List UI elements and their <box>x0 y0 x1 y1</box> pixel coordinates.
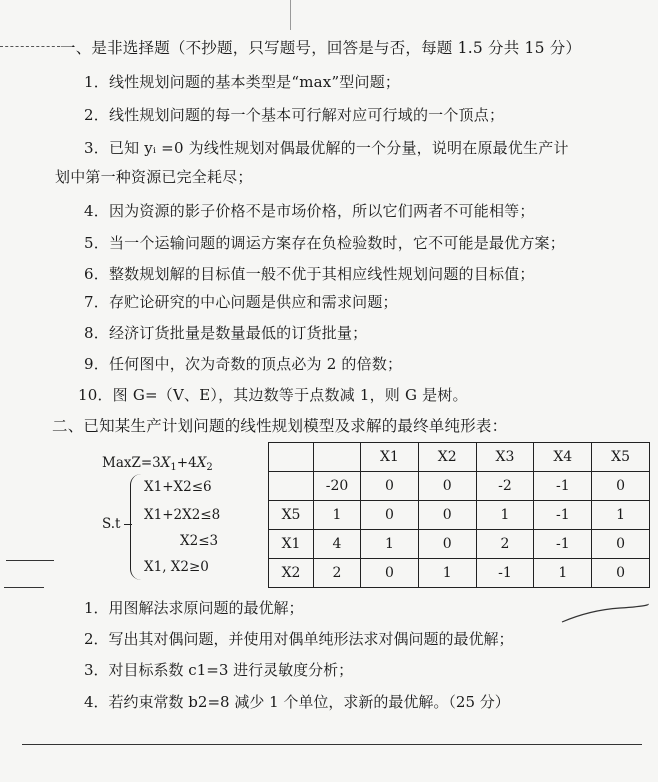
table-cell: -20 <box>314 472 361 501</box>
table-cell: X4 <box>534 443 592 472</box>
constraint-brace <box>130 474 141 580</box>
table-cell: -2 <box>476 472 534 501</box>
table-cell: X5 <box>269 501 314 530</box>
final-simplex-table <box>268 442 650 588</box>
question-item: 9．任何图中，次为奇数的顶点必为 2 的倍数； <box>84 355 403 373</box>
task-item: 4．若约束常数 b2=8 减少 1 个单位，求新的最优解。（25 分） <box>84 693 510 711</box>
table-cell <box>269 472 314 501</box>
table-cell: X1 <box>269 530 314 559</box>
question-item: 2．线性规划问题的每一个基本可行解对应可行域的一个顶点； <box>84 106 505 124</box>
question-item: 8．经济订货批量是数量最低的订货批量； <box>84 324 368 342</box>
table-cell: -1 <box>534 472 592 501</box>
task-item: 2．写出其对偶问题，并使用对偶单纯形法求对偶问题的最优解； <box>84 630 514 648</box>
table-cell: -1 <box>476 559 534 588</box>
constraint: X1, X2≥0 <box>144 559 209 575</box>
table-cell: X5 <box>592 443 650 472</box>
constraint: X2≤3 <box>180 533 219 549</box>
constraint-brace-tip <box>124 524 132 525</box>
table-cell: -1 <box>534 530 592 559</box>
table-cell: 0 <box>361 559 419 588</box>
table-row <box>269 530 650 559</box>
table-cell: 0 <box>418 501 476 530</box>
binding-edge-dash <box>0 46 60 47</box>
table-cell: 0 <box>418 530 476 559</box>
table-cell: 0 <box>361 501 419 530</box>
question-item: 1．线性规划问题的基本类型是“max”型问题； <box>84 73 401 91</box>
vertical-fold-mark <box>290 0 291 30</box>
table-cell: 2 <box>314 559 361 588</box>
subject-to-label: S.t <box>102 516 121 532</box>
section2-title: 二、已知某生产计划问题的线性规划模型及求解的最终单纯形表： <box>52 417 508 435</box>
table-row <box>269 472 650 501</box>
table-cell: X3 <box>476 443 534 472</box>
table-cell: 1 <box>534 559 592 588</box>
question-item: 10．图 G=（V、E），其边数等于点数减 1，则 G 是树。 <box>78 386 468 404</box>
table-cell: X2 <box>269 559 314 588</box>
question-item: 4．因为资源的影子价格不是市场价格，所以它们两者不可能相等； <box>84 202 535 220</box>
table-header-row <box>269 443 650 472</box>
table-row <box>269 559 650 588</box>
task-item: 3．对目标系数 c1=3 进行灵敏度分析； <box>84 661 354 679</box>
table-cell: 1 <box>314 501 361 530</box>
pen-stroke-mark <box>560 600 650 630</box>
table-cell: 0 <box>592 559 650 588</box>
table-cell: 4 <box>314 530 361 559</box>
task-item: 1．用图解法求原问题的最优解； <box>84 599 304 617</box>
objective-function: $MaxZ=3X_1+4X_2$ <box>102 455 213 473</box>
table-cell: 1 <box>361 530 419 559</box>
question-item: 7．存贮论研究的中心问题是供应和需求问题； <box>84 293 398 311</box>
section1-title: 一、是非选择题（不抄题，只写题号，回答是与否，每题 1.5 分共 15 分） <box>60 39 582 57</box>
table-cell: 2 <box>476 530 534 559</box>
table-row <box>269 501 650 530</box>
question-item-continued: 划中第一种资源已完全耗尽； <box>55 168 253 186</box>
table-cell: X1 <box>361 443 419 472</box>
question-item: 3．已知 yᵢ =0 为线性规划对偶最优解的一个分量，说明在原最优生产计 <box>84 139 569 157</box>
question-item: 6．整数规划解的目标值一般不优于其相应线性规划问题的目标值； <box>84 265 535 283</box>
table-cell: 0 <box>361 472 419 501</box>
margin-mark <box>6 560 54 561</box>
constraint: X1+X2≤6 <box>144 479 212 495</box>
table-cell: 1 <box>592 501 650 530</box>
table-cell: 1 <box>476 501 534 530</box>
bottom-rule <box>22 744 642 745</box>
margin-mark <box>4 587 44 588</box>
table-cell <box>269 443 314 472</box>
table-cell: 0 <box>592 472 650 501</box>
table-cell: -1 <box>534 501 592 530</box>
table-cell: X2 <box>418 443 476 472</box>
table-cell: 1 <box>418 559 476 588</box>
table-cell <box>314 443 361 472</box>
table-cell: 0 <box>592 530 650 559</box>
constraint: X1+2X2≤8 <box>144 507 221 523</box>
question-item: 5．当一个运输问题的调运方案存在负检验数时，它不可能是最优方案； <box>84 234 565 252</box>
table-cell: 0 <box>418 472 476 501</box>
